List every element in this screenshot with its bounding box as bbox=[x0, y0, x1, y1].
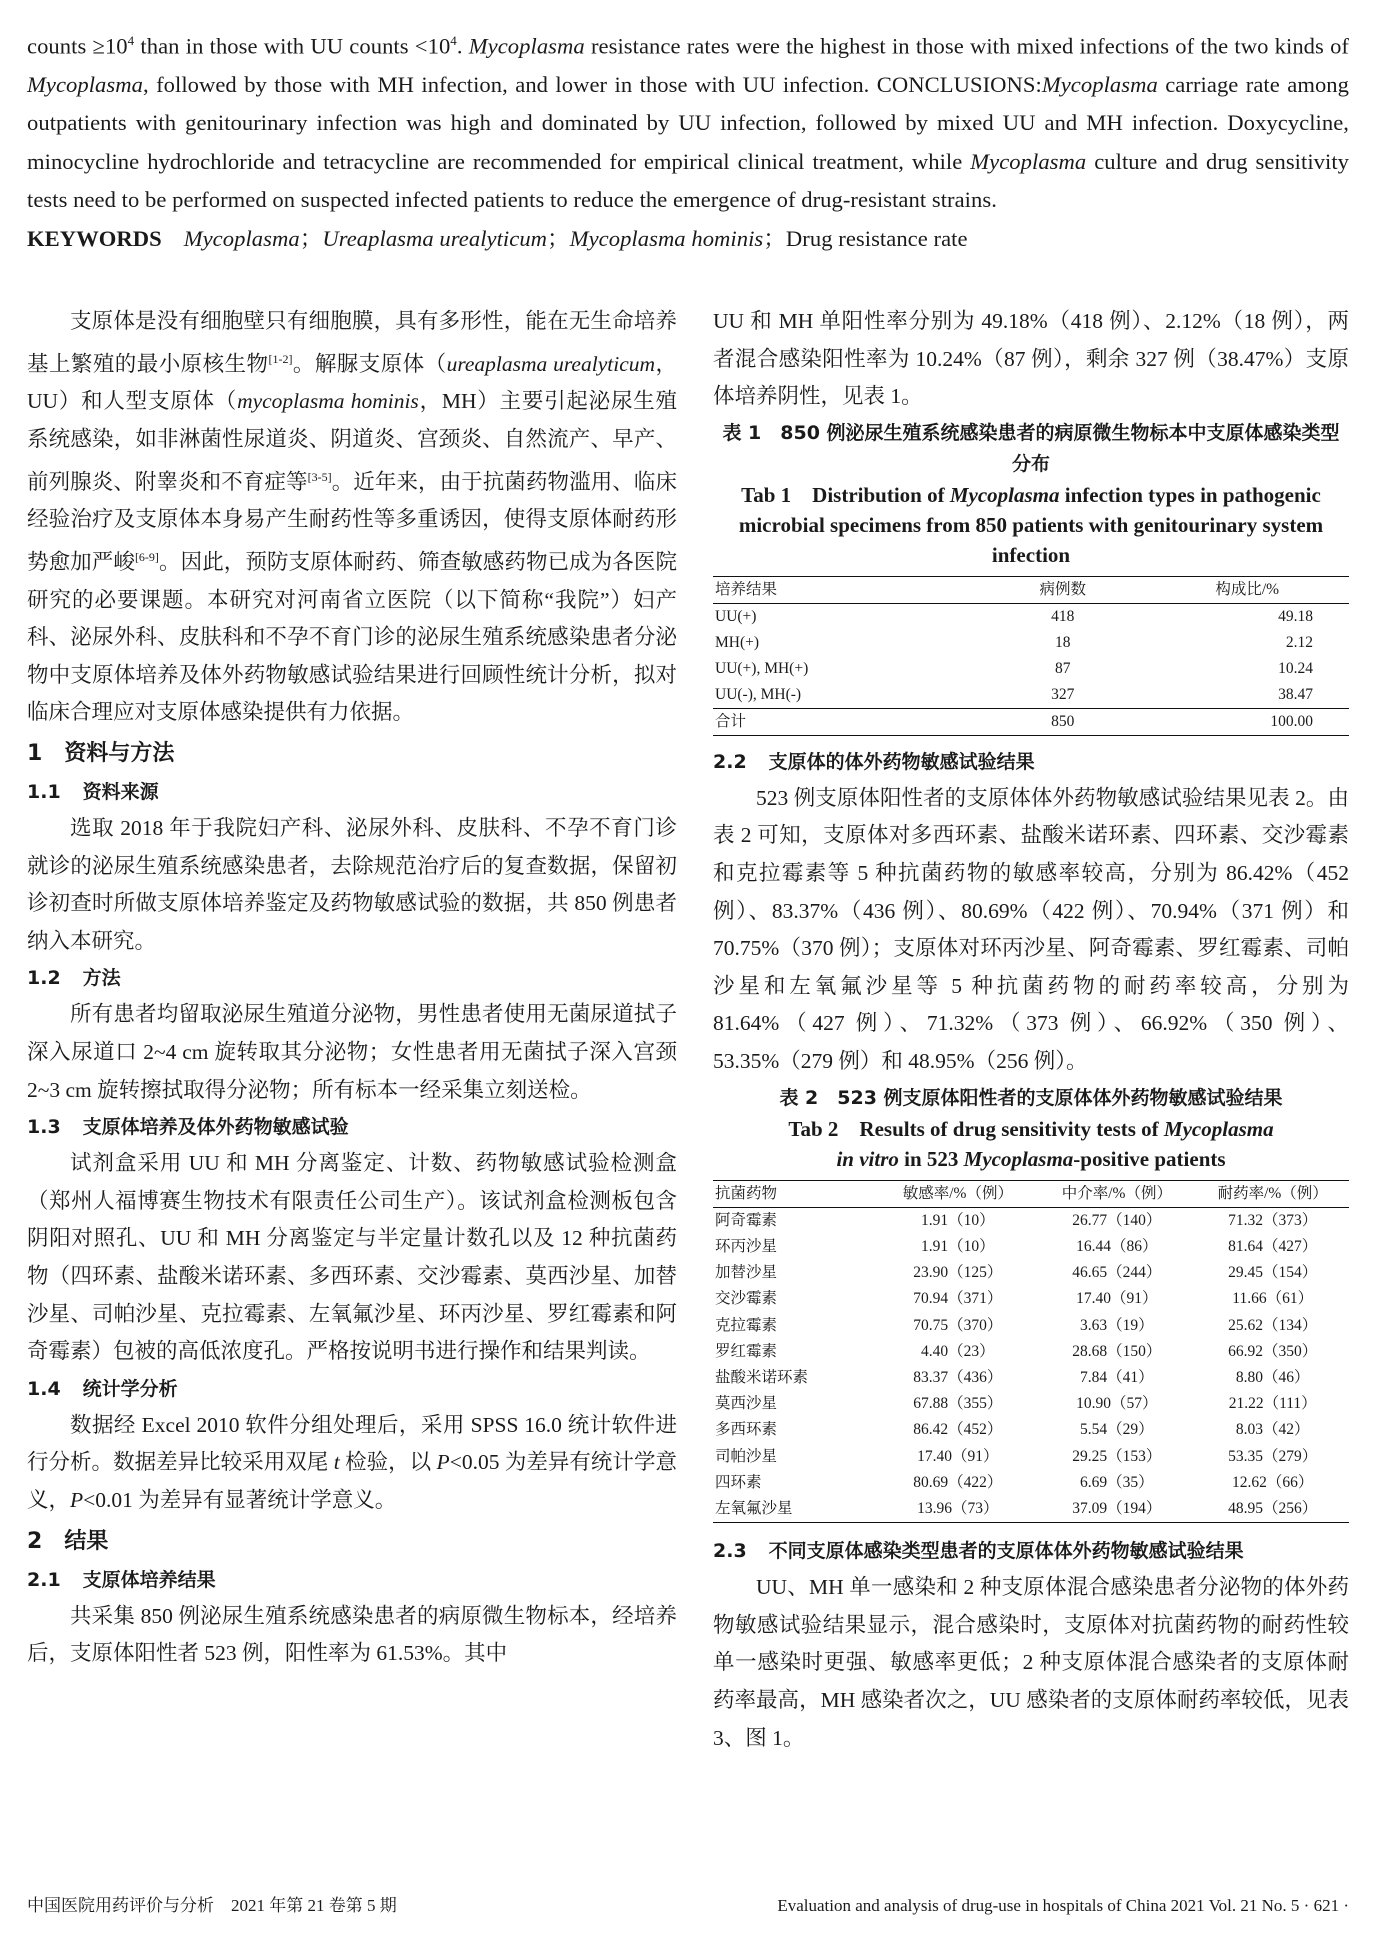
keyword-item: Mycoplasma hominis bbox=[569, 225, 764, 251]
table-cell: 2.12 bbox=[1285, 633, 1313, 651]
table-header-cell: 病例数 bbox=[980, 576, 1145, 603]
table-cell: 29.25（153） bbox=[1072, 1447, 1162, 1465]
table-cell: 环丙沙星 bbox=[715, 1237, 778, 1255]
table-cell: 莫西沙星 bbox=[715, 1395, 778, 1413]
subsection-heading: 1.3 支原体培养及体外药物敏感试验 bbox=[27, 1116, 349, 1139]
table-cell: 21.22（111） bbox=[1228, 1395, 1317, 1413]
table-cell: 10.90（57） bbox=[1076, 1395, 1158, 1413]
table-cell: 81.64（427） bbox=[1228, 1237, 1318, 1255]
citation: [1-2] bbox=[268, 351, 293, 366]
table-row bbox=[713, 1260, 1349, 1286]
table-cell: 37.09（194） bbox=[1037, 1496, 1196, 1523]
table-cell: 67.88（355） bbox=[913, 1395, 1003, 1413]
table-cell: 70.94（371） bbox=[913, 1290, 1003, 1308]
table-cell: 48.95（256） bbox=[1196, 1496, 1349, 1523]
table-cell: 3.63（19） bbox=[1080, 1316, 1154, 1334]
table-cell: 46.65（244） bbox=[1072, 1264, 1162, 1282]
table-cell: UU(-), MH(-) bbox=[715, 685, 802, 703]
table-header-cell: 敏感率/%（例） bbox=[878, 1180, 1037, 1207]
section-heading: 1 资料与方法 bbox=[27, 741, 175, 766]
left-column bbox=[27, 303, 677, 1673]
table1-caption-zh: 表 1 850 例泌尿生殖系统感染患者的病原微生物标本中支原体感染类型分布 bbox=[722, 421, 1340, 475]
keyword-item: Drug resistance rate bbox=[785, 225, 968, 251]
body-paragraph: 所有患者均留取泌尿生殖道分泌物，男性患者使用无菌尿道拭子深入尿道口 2~4 cm 旋转取其分泌物；女性患者用无菌拭子深入宫颈 2~3 cm 旋转擦拭取得分泌物；所有标本一经采集立刻送检。 bbox=[27, 1002, 677, 1102]
table-total-row bbox=[713, 708, 1349, 735]
table-row bbox=[713, 682, 1349, 709]
journal-footer-en: Evaluation and analysis of drug-use in hospitals of China 2021 Vol. 21 No. 5 · 621 · bbox=[777, 1896, 1349, 1915]
table-row bbox=[713, 1496, 1349, 1523]
body-paragraph: 选取 2018 年于我院妇产科、泌尿外科、皮肤科、不孕不育门诊就诊的泌尿生殖系统感染患者，去除规范治疗后的复查数据，保留初诊初查时所做支原体培养鉴定及药物敏感试验的数据，共 850 例患者纳入本研究。 bbox=[27, 816, 677, 953]
table-cell: 7.84（41） bbox=[1080, 1368, 1154, 1386]
table-header-cell: 中介率/%（例） bbox=[1037, 1180, 1196, 1207]
body-paragraph: 数据经 Excel 2010 软件分组处理后，采用 SPSS 16.0 统计软件进行分析。数据差异比较采用双尾 t 检验，以 P<0.05 为差异有统计学意义，P<0.01 为差异有显著统计学意义。 bbox=[27, 1412, 677, 1512]
table-cell: 司帕沙星 bbox=[715, 1447, 778, 1465]
table-cell: 10.24 bbox=[1278, 659, 1313, 677]
table-row bbox=[713, 1470, 1349, 1496]
table-header-cell: 耐药率/%（例） bbox=[1196, 1180, 1349, 1207]
table-cell: 28.68（150） bbox=[1072, 1342, 1162, 1360]
table-cell: 26.77（140） bbox=[1072, 1211, 1162, 1229]
table-row bbox=[713, 630, 1349, 656]
table-header-cell: 培养结果 bbox=[713, 576, 980, 603]
citation: [3-5] bbox=[307, 469, 332, 484]
table-cell: 合计 bbox=[713, 708, 980, 735]
abstract-results-continuation: counts $\ge 10^4$ than in those with UU counts $<10^4$. Mycoplasma resistance rates were the highest in those with mixed infections of the two kinds of Mycoplasma, followed by those with MH infection, and lower in those with UU infection. CONCLUSIONS:Mycoplasma carriage rate among outpatients with genitourinary infection was high and dominated by UU infection, followed by mixed UU and MH infection. Doxycycline, minocycline hydrochloride and tetracycline are recommended for empirical clinical treatment, while Mycoplasma culture and drug sensitivity tests need to be performed on suspected infected patients to reduce the emergence of drug-resistant strains. bbox=[27, 33, 1350, 213]
table-header-cell: 抗菌药物 bbox=[713, 1180, 878, 1207]
table-row bbox=[713, 1417, 1349, 1443]
table-cell: 阿奇霉素 bbox=[715, 1211, 778, 1229]
table-cell: 克拉霉素 bbox=[715, 1316, 778, 1334]
table-cell: 23.90（125） bbox=[913, 1264, 1003, 1282]
keyword-item: Mycoplasma bbox=[183, 225, 300, 251]
table-row bbox=[713, 603, 1349, 630]
table-cell: 1.91（10） bbox=[921, 1237, 995, 1255]
table1-caption-en: Tab 1 Distribution of Mycoplasma infection types in pathogenic microbial specimens from 850 patients with genitourinary system infection bbox=[738, 482, 1324, 567]
table2-caption-zh: 表 2 523 例支原体阳性者的支原体体外药物敏感试验结果 bbox=[779, 1086, 1283, 1109]
table-cell: 6.69（35） bbox=[1080, 1473, 1154, 1491]
table2 bbox=[713, 1180, 1349, 1524]
table-cell: 418 bbox=[1051, 607, 1075, 625]
english-abstract bbox=[27, 22, 1349, 258]
keywords-line: KEYWORDS Mycoplasma；Ureaplasma urealyticum；Mycoplasma hominis；Drug resistance rate bbox=[27, 225, 968, 251]
table-cell: 5.54（29） bbox=[1080, 1421, 1154, 1439]
table-cell: 53.35（279） bbox=[1228, 1447, 1318, 1465]
journal-footer-zh: 中国医院用药评价与分析 2021 年第 21 卷第 5 期 bbox=[27, 1896, 397, 1915]
table-row bbox=[713, 1286, 1349, 1312]
table-cell: 16.44（86） bbox=[1076, 1237, 1158, 1255]
subsection-heading: 1.1 资料来源 bbox=[27, 781, 159, 803]
subsection-heading: 2.1 支原体培养结果 bbox=[27, 1568, 216, 1591]
table-row bbox=[713, 1207, 1349, 1234]
table-cell: 66.92（350） bbox=[1228, 1342, 1318, 1360]
table2-body bbox=[713, 1207, 1349, 1522]
keywords-label: KEYWORDS bbox=[27, 225, 162, 251]
table-cell: 四环素 bbox=[715, 1473, 762, 1491]
subsection-heading: 1.2 方法 bbox=[27, 967, 121, 990]
table-cell: 83.37（436） bbox=[913, 1368, 1003, 1386]
table-cell: 100.00 bbox=[1145, 708, 1349, 735]
table-cell: 11.66（61） bbox=[1232, 1290, 1314, 1308]
table-row bbox=[713, 1444, 1349, 1470]
keyword-item: Ureaplasma urealyticum bbox=[322, 225, 548, 251]
body-paragraph: 共采集 850 例泌尿生殖系统感染患者的病原微生物标本，经培养后，支原体阳性者 523 例，阳性率为 61.53%。其中 bbox=[27, 1603, 677, 1666]
table-cell: 1.91（10） bbox=[921, 1211, 995, 1229]
subsection-heading: 2.2 支原体的体外药物敏感试验结果 bbox=[713, 750, 1035, 773]
table-cell: 38.47 bbox=[1278, 685, 1313, 703]
table-row bbox=[713, 1391, 1349, 1417]
table-cell: 850 bbox=[980, 708, 1145, 735]
table-cell: 8.03（42） bbox=[1235, 1421, 1310, 1439]
table-cell: 17.40（91） bbox=[917, 1447, 999, 1465]
table-cell: 罗红霉素 bbox=[715, 1342, 778, 1360]
subsection-heading: 1.4 统计学分析 bbox=[27, 1377, 178, 1400]
table1-body bbox=[713, 603, 1349, 735]
table-header-cell: 构成比/% bbox=[1145, 576, 1349, 603]
table-cell: 29.45（154） bbox=[1228, 1264, 1318, 1282]
table-cell: 盐酸米诺环素 bbox=[715, 1368, 809, 1386]
table2-caption-en: Tab 2 Results of drug sensitivity tests of Mycoplasma in vitro in 523 Mycoplasma-positive patients bbox=[788, 1116, 1274, 1171]
table-cell: 交沙霉素 bbox=[715, 1290, 778, 1308]
table-cell: 18 bbox=[1055, 633, 1071, 651]
table1 bbox=[713, 576, 1349, 736]
table-cell: 70.75（370） bbox=[913, 1316, 1003, 1334]
table-cell: 327 bbox=[1051, 685, 1075, 703]
table-cell: 17.40（91） bbox=[1076, 1290, 1158, 1308]
table-cell: 12.62（66） bbox=[1231, 1473, 1314, 1491]
table-cell: 86.42（452） bbox=[913, 1421, 1003, 1439]
table-cell: 加替沙星 bbox=[715, 1264, 778, 1282]
body-paragraph: 523 例支原体阳性者的支原体体外药物敏感试验结果见表 2。由表 2 可知，支原体对多西环素、盐酸米诺环素、四环素、交沙霉素和克拉霉素等 5 种抗菌药物的敏感率较高，分别为 86.42%（452 例）、83.37%（436 例）、80.69%（422 例）、70.94%（371 例）和 70.75%（370 例）；支原体对环丙沙星、阿奇霉素、罗红霉素、司帕沙星和左氧氟沙星等 5 种抗菌药物的耐药率较高，分别为 81.64%（427 例）、71.32%（373 例）、66.92%（350 例）、53.35%（279 例）和 48.95%（256 例）。 bbox=[713, 785, 1349, 1073]
table-row bbox=[713, 656, 1349, 682]
table-row bbox=[713, 1234, 1349, 1260]
table-cell: 49.18 bbox=[1278, 607, 1313, 625]
table-cell: MH(+) bbox=[715, 633, 760, 651]
abstract-conclusions-label: CONCLUSIONS: bbox=[876, 71, 1042, 97]
table-row bbox=[713, 1339, 1349, 1365]
subsection-heading: 2.3 不同支原体感染类型患者的支原体体外药物敏感试验结果 bbox=[713, 1540, 1244, 1563]
table-cell: 71.32（373） bbox=[1228, 1211, 1318, 1229]
table-cell: UU(+), MH(+) bbox=[715, 659, 809, 677]
table-cell: 8.80（46） bbox=[1235, 1368, 1310, 1386]
table-header-row bbox=[713, 576, 1349, 603]
body-paragraph: UU、MH 单一感染和 2 种支原体混合感染患者分泌物的体外药物敏感试验结果显示，混合感染时，支原体对抗菌药物的耐药性较单一感染时更强、敏感率更低；2 种支原体混合感染者的支原体耐药率最高，MH 感染者次之，UU 感染者的支原体耐药率较低，见表 3、图 1。 bbox=[713, 1575, 1349, 1750]
table-cell: UU(+) bbox=[715, 607, 757, 625]
section-heading: 2 结果 bbox=[27, 1528, 109, 1554]
table-cell: 25.62（134） bbox=[1228, 1316, 1318, 1334]
body-paragraph: 试剂盒采用 UU 和 MH 分离鉴定、计数、药物敏感试验检测盒（郑州人福博赛生物技术有限责任公司生产）。该试剂盒检测板包含阴阳对照孔、UU 和 MH 分离鉴定与半定量计数孔以及 12 种抗菌药物（四环素、盐酸米诺环素、多西环素、交沙霉素、莫西沙星、加替沙星、司帕沙星、克拉霉素、左氧氟沙星、环丙沙星、罗红霉素和阿奇霉素）包被的高低浓度孔。严格按说明书进行操作和结果判读。 bbox=[27, 1151, 677, 1364]
table-cell: 80.69（422） bbox=[913, 1473, 1003, 1491]
introduction-paragraph: 支原体是没有细胞壁只有细胞膜，具有多形性，能在无生命培养基上繁殖的最小原核生物[1-2]。解脲支原体（ureaplasma urealyticum，UU）和人型支原体（mycoplasma hominis，MH）主要引起泌尿生殖系统感染，如非淋菌性尿道炎、阴道炎、宫颈炎、自然流产、早产、前列腺炎、附睾炎和不育症等[3-5]。近年来，由于抗菌药物滥用、临床经验治疗及支原体本身易产生耐药性等多重诱因，使得支原体耐药形势愈加严峻[6-9]。因此，预防支原体耐药、筛查敏感药物已成为各医院研究的必要课题。本研究对河南省立医院（以下简称“我院”）妇产科、泌尿外科、皮肤科和不孕不育门诊的泌尿生殖系统感染患者分泌物中支原体培养及体外药物敏感试验结果进行回顾性统计分析，拟对临床合理应对支原体感染提供有力依据。 bbox=[27, 309, 677, 725]
table-cell: 多西环素 bbox=[715, 1421, 778, 1439]
table-cell: 左氧氟沙星 bbox=[713, 1496, 878, 1523]
table-cell: 13.96（73） bbox=[878, 1496, 1037, 1523]
table-row bbox=[713, 1365, 1349, 1391]
citation: [6-9] bbox=[134, 549, 159, 564]
body-paragraph: UU 和 MH 单阳性率分别为 49.18%（418 例）、2.12%（18 例），两者混合感染阳性率为 10.24%（87 例），剩余 327 例（38.47%）支原体培养阴性，见表 1。 bbox=[713, 309, 1349, 409]
table-cell: 87 bbox=[1055, 659, 1071, 677]
table-header-row bbox=[713, 1180, 1349, 1207]
right-column bbox=[713, 303, 1349, 1757]
table-row bbox=[713, 1313, 1349, 1339]
table-cell: 4.40（23） bbox=[921, 1342, 995, 1360]
